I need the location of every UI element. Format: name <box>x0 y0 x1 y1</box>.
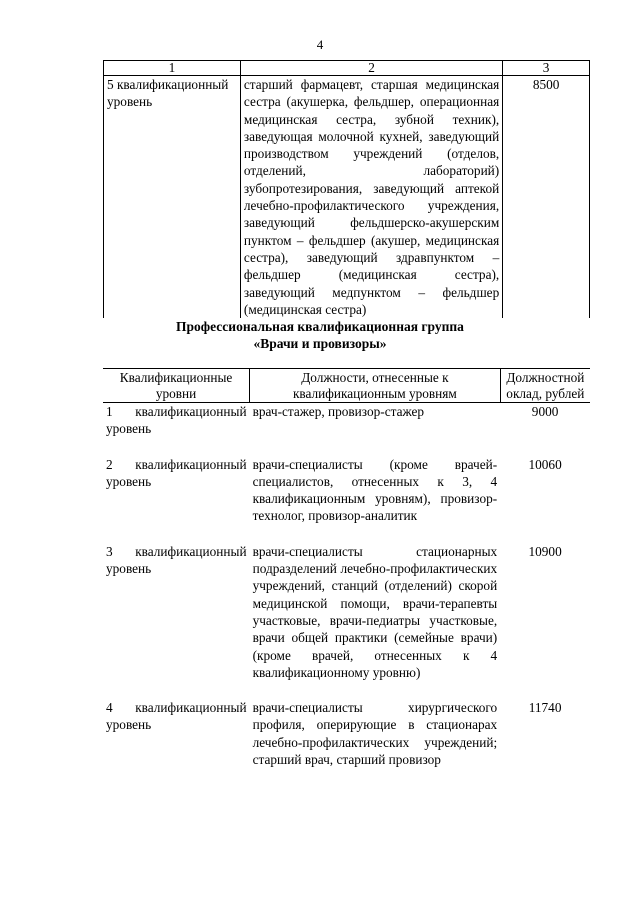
positions-list: врачи-специалисты (кроме врачей-специалистов, отнесенных к 3, 4 квалификационным уровням), провизор-технолог, провизор-аналитик <box>252 456 498 524</box>
qualification-level: 4 квалификационный уровень <box>106 700 247 733</box>
positions-list: старший фармацевт, старшая медицинская сестра (акушерка, фельдшер, операционная медицинская сестра, зубной техник), заведующая молочной кухней, заведующий производством учреждений (отделов, отделений, лабораторий) зубопротезирования, заведующий аптекой лечебно-профилактического учреждения, заведующий фельдшерско-акушерским пунктом – фельдшер (акушер, медицинская сестра), заведующий здравпунктом – фельдшер (медицинская сестра), заведующий медпунктом – фельдшер (медицинская сестра) <box>240 76 502 319</box>
column-header-levels: Квалификационные уровни <box>103 369 250 403</box>
group-title-line-2: «Врачи и провизоры» <box>253 336 387 351</box>
positions-list: врачи-специалисты стационарных подразделений лечебно-профилактических учреждений, станций (отделений) скорой медицинской помощи, врачи-терапевты участковые, врачи-педиатры участковые, врачи общей практики (семейные врачи) (кроме врачей, отнесенных к 4 квалификационному уровню) <box>252 543 498 680</box>
doctors-pharmacists-table <box>103 368 590 768</box>
table-row <box>103 543 590 699</box>
column-header-salary: Должностной оклад, рублей <box>500 369 590 403</box>
column-header-1: 1 <box>104 61 241 76</box>
salary-value: 10900 <box>528 543 562 559</box>
table-row <box>103 456 590 543</box>
qualification-level: 1 квалификационный уровень <box>106 404 247 437</box>
table-row <box>103 699 590 768</box>
column-header-2: 2 <box>240 61 502 76</box>
qualification-level: 2 квалификационный уровень <box>106 456 247 489</box>
salary-value: 9000 <box>531 404 559 419</box>
group-title <box>0 318 640 352</box>
table-row <box>104 76 590 319</box>
salary-value: 10060 <box>528 456 562 472</box>
table-continued <box>103 60 590 318</box>
qualification-level: 3 квалификационный уровень <box>106 543 247 577</box>
table-header-row <box>103 369 590 403</box>
salary-value: 11740 <box>528 700 562 716</box>
positions-list: врачи-специалисты хирургического профиля, оперирующие в стационарах лечебно-профилактических учреждений; старший врач, старший провизор <box>252 700 498 768</box>
column-header-3: 3 <box>503 61 590 76</box>
table-row <box>103 403 590 456</box>
group-title-line-1: Профессиональная квалификационная группа <box>176 319 464 334</box>
salary-value: 8500 <box>503 76 590 319</box>
qualification-level: 5 квалификационный уровень <box>104 76 241 319</box>
page-number: 4 <box>316 37 324 52</box>
positions-list: врач-стажер, провизор-стажер <box>252 404 425 419</box>
table-header-row <box>104 61 590 76</box>
column-header-positions: Должности, отнесенные к квалификационным уровням <box>250 369 501 403</box>
